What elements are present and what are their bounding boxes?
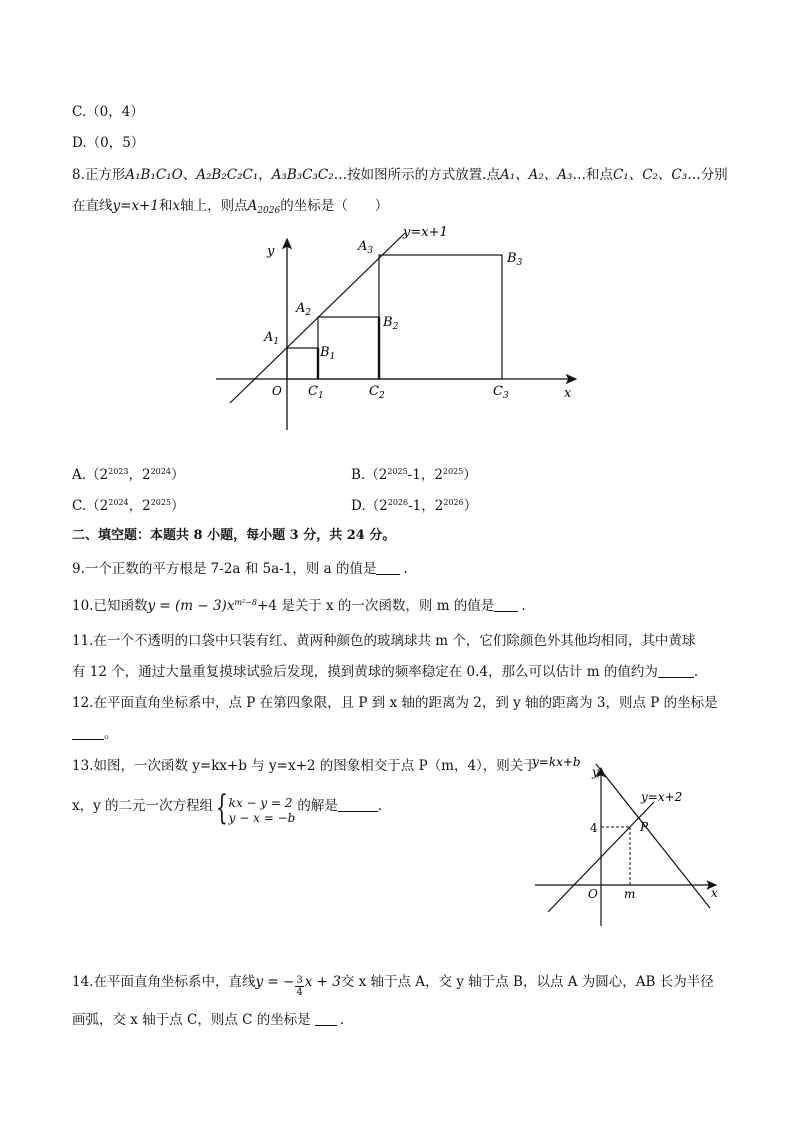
q13-line2-label: y=x+2 [641,790,683,804]
q11-line2: 有 12 个，通过大量重复摸球试验后发现，摸到黄球的频率稳定在 0.4，那么可以估计 m 的值约为 . [72,664,699,680]
q14-line2: 画弧，交 x 轴于点 C，则点 C 的坐标是 . [72,1012,345,1028]
q8-line1: 8.正方形A₁B₁C₁O、A₂B₂C₂C₁，A₃B₃C₃C₂…按如图所示的方式放置.点A₁、A₂、A₃…和点C₁、C₂、C₃…分别 [72,167,728,183]
q8-y-label: y [267,244,275,259]
q8-option-c: $C.(2^{2024}$，$2^{2025}$） [72,498,185,514]
q11-answer-blank[interactable] [658,665,694,678]
q10: 10.已知函数$y = (m - 3)x^{m^2-8}+4$ 是关于 x 的一次函数，则 m 的值是 . [72,598,526,614]
q12-answer-blank[interactable] [72,727,104,740]
q8-x-label: x [564,386,572,401]
q13-line1: 13.如图，一次函数 y=kx+b 与 y=x+2 的图象相交于点 P（m，4），则关于 [72,758,537,774]
q8-figure [210,225,590,435]
q13-eq1: kx − y = 2 [228,796,293,810]
q13-four-label: 4 [590,821,598,835]
q8-label-B1: $B_1$ [320,345,336,362]
q13-line-kx-b [596,764,710,908]
q8-option-b: $B.(2^{2025}-1$，$2^{2025}$） [351,467,477,483]
q13-line2: x，y 的二元一次方程组{ kx − y = 2 y − x = −b 的解是 . [72,788,383,828]
q12-line2: 。 [72,725,118,743]
q8-option-d: $D.(2^{2026}-1$，$2^{2026}$） [351,498,478,514]
q13-p-label: P [640,820,649,834]
q8-target-point: $A_{2026}$ [247,198,281,216]
q8-label-C1: $C_1$ [308,384,324,401]
q8-label-B2: $B_2$ [383,315,399,332]
q8-label-C3: $C_3$ [493,384,509,401]
q8-square-1 [287,348,318,379]
q13-line1-label: y=kx+b [532,755,581,769]
q13-figure [530,750,730,930]
q13-y-label: y [592,765,599,779]
q12-line1: 12.在平面直角坐标系中，点 P 在第四象限，且 P 到 x 轴的距离为 2，到 y 轴的距离为 3，则点 P 的坐标是 [72,695,718,711]
q13-answer-blank[interactable] [338,799,378,812]
q8-label-B3: $B_3$ [507,251,523,268]
q8-label-A3: $A_3$ [358,239,374,256]
q8-square-3 [379,255,502,379]
q11-line1: 11.在一个不透明的口袋中只装有红、黄两种颜色的玻璃球共 m 个，它们除颜色外其他均相同，其中黄球 [72,633,696,649]
section-2-title: 二、填空题：本题共 8 小题，每小题 3 分，共 24 分。 [72,528,396,543]
option-c-prev: C.（0，4） [72,104,144,120]
q13-x-label: x [711,886,718,900]
q8-line2: 在直线y=x+1和x轴上，则点$A_{2026}$的坐标是（ ） [72,198,389,216]
q8-origin: O [272,384,282,398]
q14-answer-blank[interactable] [315,1013,337,1026]
q13-eq2: y − x = −b [228,811,296,825]
option-d-prev: D.（0，5） [72,135,145,151]
q10-answer-blank[interactable] [494,599,518,612]
q9: 9.一个正数的平方根是 7-2a 和 5a-1，则 a 的值是 . [72,561,408,577]
q8-label-A2: $A_2$ [296,301,312,318]
q13-origin: O [588,887,598,901]
q9-answer-blank[interactable] [376,562,400,575]
q8-label-A1: $A_1$ [264,330,280,347]
q8-option-a: $A.(2^{2023}$，$2^{2024}$） [72,467,185,483]
q8-line-label: y=x+1 [403,225,448,240]
q8-label-C2: $C_2$ [369,384,385,401]
q14-line1: 14.在平面直角坐标系中，直线y = − $\frac{3}{4}$ x + 3交 x 轴于点 A，交 y 轴于点 B，以点 A 为圆心，AB 长为半径 [72,974,714,998]
q13-m-label: m [624,887,636,901]
